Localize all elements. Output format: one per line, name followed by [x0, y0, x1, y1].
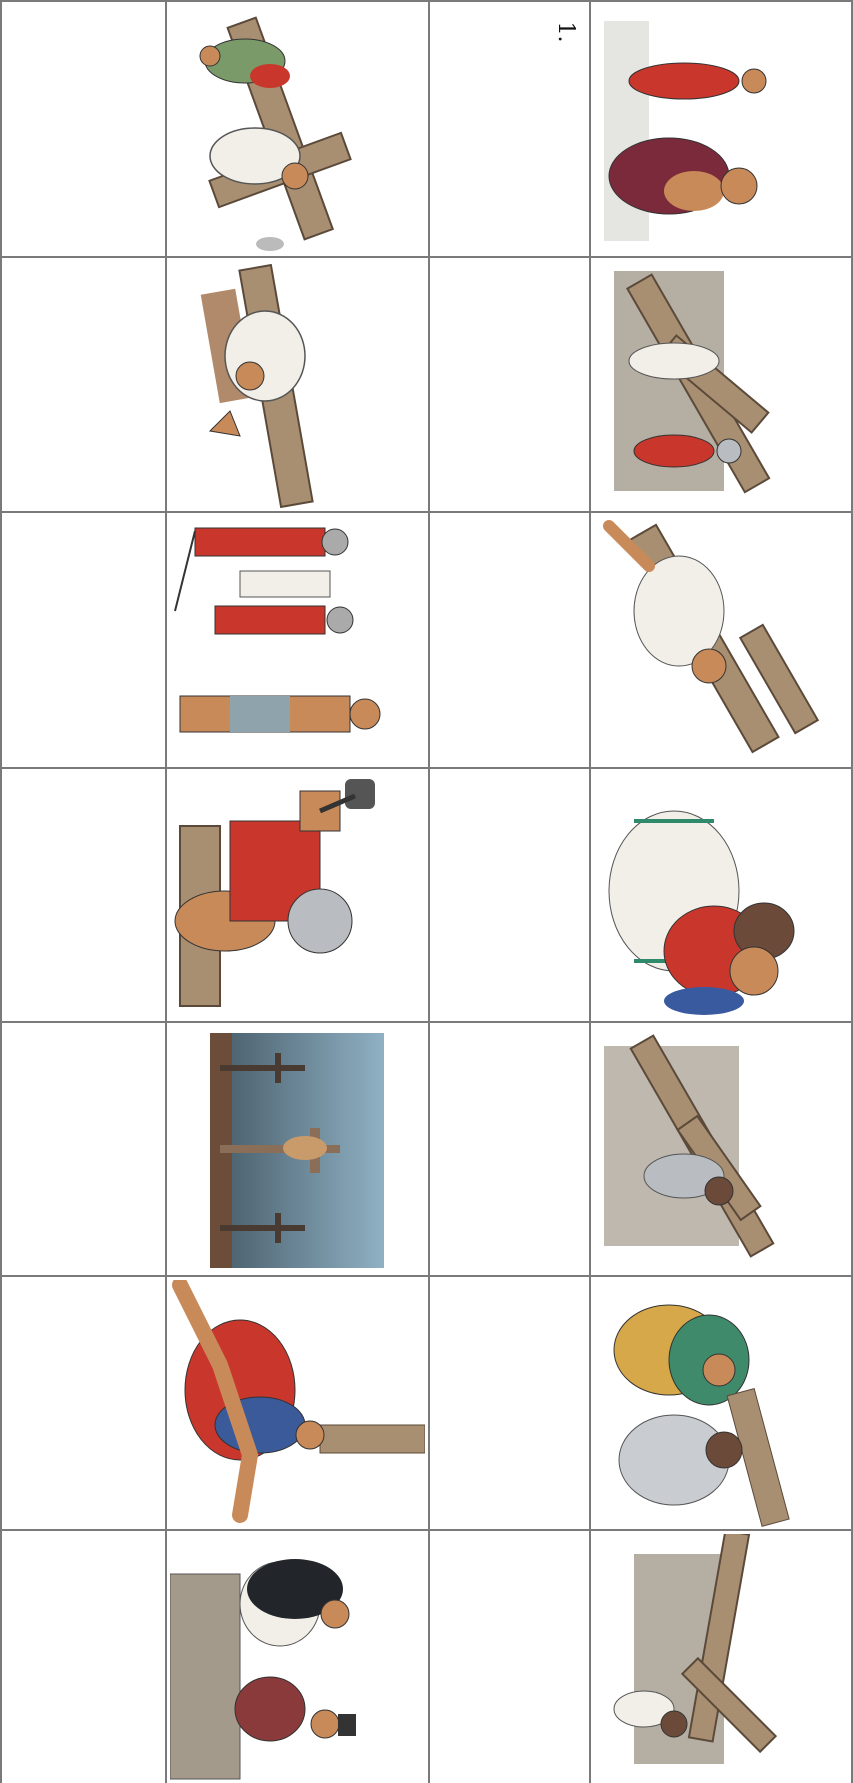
card-number: 1.	[553, 21, 578, 43]
three-crosses-image	[210, 1033, 384, 1268]
falls-third-time-image	[594, 1534, 849, 1781]
carries-cross-soldiers-image	[594, 261, 849, 509]
nailing-to-cross-image	[170, 771, 425, 1019]
jesus-falls-ground-image	[170, 261, 425, 509]
body-taken-down-image	[170, 1280, 425, 1527]
veronica-wipes-face-image	[594, 1280, 849, 1527]
meets-his-mother-image	[594, 771, 849, 1019]
falls-under-cross-image	[594, 516, 849, 764]
scourging-soldiers-image	[170, 516, 425, 764]
burial-tomb-image	[170, 1534, 425, 1781]
condemned-before-pilate-image	[594, 6, 849, 254]
jesus-falls-cross-image	[170, 6, 425, 254]
simon-helps-carry-image	[594, 1026, 849, 1272]
